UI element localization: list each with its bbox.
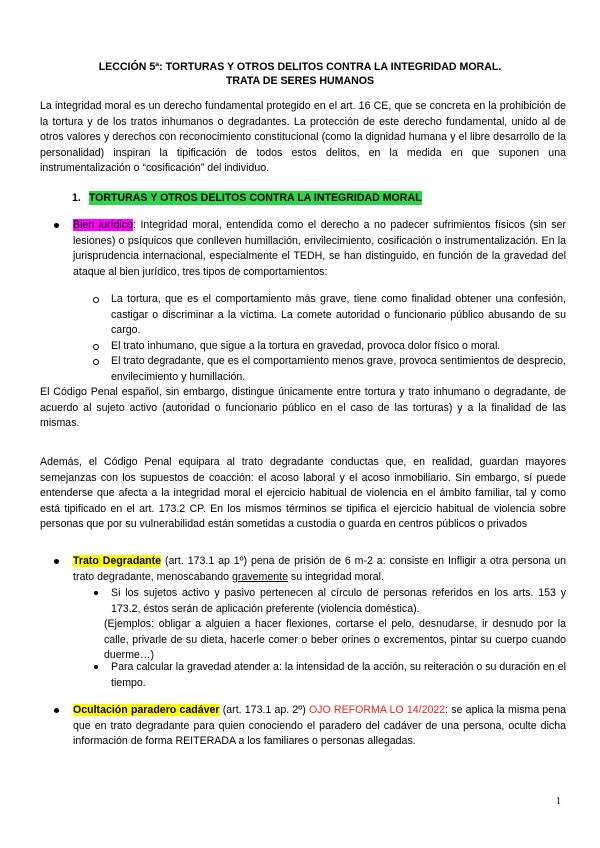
intro-paragraph: La integridad moral es un derecho fundamental protegido en el art. 16 CE, que se concreta en la prohibición de la tortura y de los tratos inhumanos o degradantes. La protección de este derecho fundamental, unido al de otros valores y derechos con reconocimiento constitucional (como la dignidad humana y el libre desarrollo de la personalidad) inspiran la tipificación de todos estos delitos, en la medida en que suponen una instrumentalización o “cosificación” del individuo.	[40, 100, 566, 175]
trato-sub-item-2: Para calcular la gravedad atender a: la intensidad de la acción, su reiteración o su duración en el tiempo.	[111, 661, 566, 689]
circle-bullet-icon	[93, 344, 99, 350]
list-item-trato-degradante: El trato degradante, que es el comportamiento menos grave, provoca sentimientos de desprecio, envilecimiento y humillación.	[111, 355, 566, 383]
ocultacion-paragraph	[73, 703, 566, 750]
bullet-icon	[54, 559, 59, 564]
lesson-title	[0, 60, 600, 88]
section-number: 1.	[72, 192, 81, 204]
bullet-icon	[94, 591, 98, 595]
list-item-trato-inhumano: El trato inhumano, que sigue a la tortura en gravedad, provoca dolor físico o moral.	[111, 340, 501, 352]
codigo-penal-paragraph: El Código Penal español, sin embargo, distingue únicamente entre tortura y trato inhumano o degradante, de acuerdo al sujeto activo (autoridad o funcionario público en el caso de las torturas) y a la finalidad de las mismas.	[40, 386, 566, 430]
bullet-icon	[54, 708, 59, 713]
ocultacion-label: Ocultación paradero cadáver	[73, 704, 220, 716]
section-heading	[72, 191, 422, 205]
trato-text-underline: gravemente	[232, 570, 288, 583]
trato-degradante-label: Trato Degradante	[73, 555, 162, 567]
section-label: TORTURAS Y OTROS DELITOS CONTRA LA INTEGRIDAD MORAL	[88, 192, 422, 204]
list-item-tortura: La tortura, que es el comportamiento más grave, tiene como finalidad obtener una confesión, castigar o discriminar a la víctima. La comete autoridad o funcionario público abusando de su cargo.	[111, 293, 566, 337]
ocultacion-text-a: (art. 173.1 ap. 2º)	[219, 704, 309, 716]
page-number: 1	[556, 796, 561, 807]
bien-juridico-text: : Integridad moral, entendida como el derecho a no padecer sufrimientos físicos (sin ser lesiones) o psíquicos que conlleven humillación, envilecimiento, cosificación o instrumentalización. En la jurisprudencia internacional, especialmente el TEDH, se han distinguido, en función de la gravedad del ataque al bien jurídico, tres tipos de comportamientos:	[73, 219, 567, 278]
bullet-icon	[54, 223, 59, 228]
circle-bullet-icon	[93, 297, 99, 303]
trato-degradante-paragraph	[73, 554, 566, 585]
circle-bullet-icon	[93, 359, 99, 365]
bien-juridico-paragraph	[73, 218, 566, 280]
bien-juridico-label: Bien jurídico	[73, 219, 133, 231]
title-line-1: LECCIÓN 5ª: TORTURAS Y OTROS DELITOS CONTRA LA INTEGRIDAD MORAL.	[98, 61, 502, 73]
ocultacion-reform-note: OJO REFORMA LO 14/2022	[308, 704, 446, 716]
trato-sub-item-1: Si los sujetos activo y pasivo pertenecen al círculo de personas referidos en los arts. 153 y 173.2, éstos serán de aplicación preferente (violencia doméstica).	[111, 587, 566, 615]
bullet-icon	[94, 665, 98, 669]
ocultacion-text-b: : se aplica la misma pena que en trato degradante para quien conociendo el paradero del cadáver de una persona, oculte dicha información de forma REITERADA a los familiares o personas allegadas.	[73, 704, 566, 748]
trato-ejemplos: (Ejemplos: obligar a alguien a hacer flexiones, cortarse el pelo, desnudarse, ir desnudo por la calle, privarle de su dieta, hacerle comer o beber orines o excrementos, pintar su cuerpo cuando duerme…)	[104, 618, 566, 662]
ademas-paragraph: Además, el Código Penal equipara al trato degradante conductas que, en realidad, guardan mayores semejanzas con los supuestos de coacción: el acoso laboral y el acoso inmobiliario. Sin embargo, sí puede entenderse que afecta a la integridad moral el ejercicio habitual de violencia en el ámbito familiar, tal y como está tipificado en el art. 173.2 CP. En los mismos términos se tipifica el ejercicio habitual de violencia sobre personas que por su vulnerabilidad están sometidas a custodia o guarda en centros públicos o privados	[40, 456, 566, 531]
title-line-2: TRATA DE SERES HUMANOS	[225, 75, 375, 87]
trato-text-b: su integridad moral.	[287, 570, 384, 583]
trato-text-a: (art. 173.1 ap 1º) pena de prisión de 6 m-2 a: consiste en Infligir a otra persona un trato degradante, menoscabando	[73, 555, 567, 583]
